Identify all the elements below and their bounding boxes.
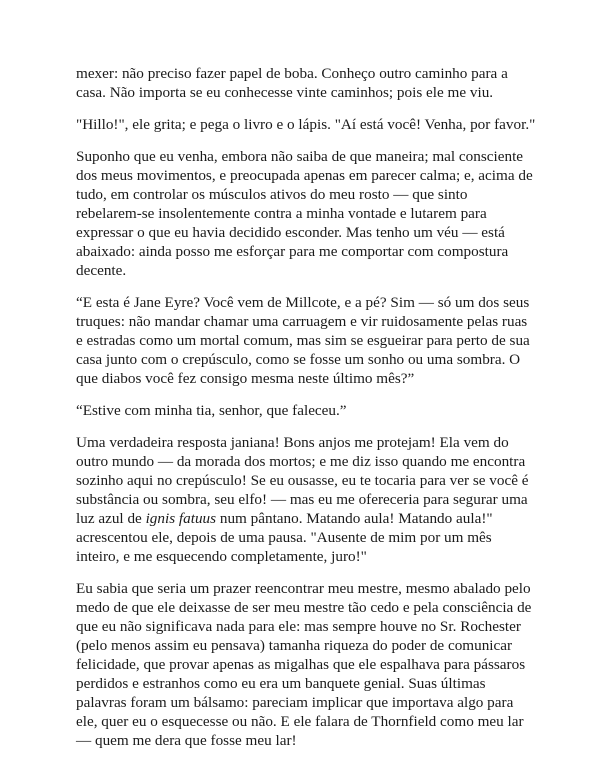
paragraph-6-before: Uma verdadeira resposta janiana! Bons anjos me protejam! Ela vem do outro mundo — da morada dos mortos; e me diz isso quando me encontra sozinho aqui no crepúsculo! Se eu ousasse, eu te tocaria para ver se você é substância ou sombra, seu elfo! — mas eu me ofereceria para segurar uma luz azul de xyxy=(76,434,529,527)
latin-phrase: ignis fatuus xyxy=(145,510,217,527)
document-page xyxy=(76,64,536,763)
paragraph-1: mexer: não preciso fazer papel de boba. Conheço outro caminho para a casa. Não importa se eu conhecesse vinte caminhos; pois ele me viu. xyxy=(76,65,508,101)
paragraph-6-after: num pântano. Matando aula! Matando aula!" acrescentou ele, depois de uma pausa. "Ausente de mim por um mês inteiro, e me esquecendo completamente, juro!" xyxy=(76,510,493,565)
paragraph-3: Suponho que eu venha, embora não saiba de que maneira; mal consciente dos meus movimentos, e preocupada apenas em parecer calma; e, acima de tudo, em controlar os músculos ativos do meu rosto — que sinto rebelarem-se insolentemente contra a minha vontade e lutarem para expressar o que eu havia decidido esconder. Mas tenho um véu — está abaixado: ainda posso me esforçar para me comportar com compostura decente. xyxy=(76,148,533,279)
paragraph-2: "Hillo!", ele grita; e pega o livro e o lápis. "Aí está você! Venha, por favor." xyxy=(76,116,536,133)
paragraph-4: “E esta é Jane Eyre? Você vem de Millcote, e a pé? Sim — só um dos seus truques: não mandar chamar uma carruagem e vir ruidosamente pelas ruas e estradas como um mortal comum, mas sim se esgueirar para perto de sua casa junto com o crepúsculo, como se fosse um sonho ou uma sombra. O que diabos você fez consigo mesma neste último mês?” xyxy=(76,294,530,387)
paragraph-5: “Estive com minha tia, senhor, que faleceu.” xyxy=(76,402,347,419)
paragraph-7: Eu sabia que seria um prazer reencontrar meu mestre, mesmo abalado pelo medo de que ele deixasse de ser meu mestre tão cedo e pela consciência de que eu não significava nada para ele: mas sempre houve no Sr. Rochester (pelo menos assim eu pensava) tamanha riqueza do poder de comunicar felicidade, que provar apenas as migalhas que ele espalhava para pássaros perdidos e estranhos como eu era um banquete genial. Suas últimas palavras foram um bálsamo: pareciam implicar que importava algo para ele, quer eu o esquecesse ou não. E ele falara de Thornfield como meu lar — quem me dera que fosse meu lar! xyxy=(76,580,532,749)
paragraph-6 xyxy=(76,433,536,566)
